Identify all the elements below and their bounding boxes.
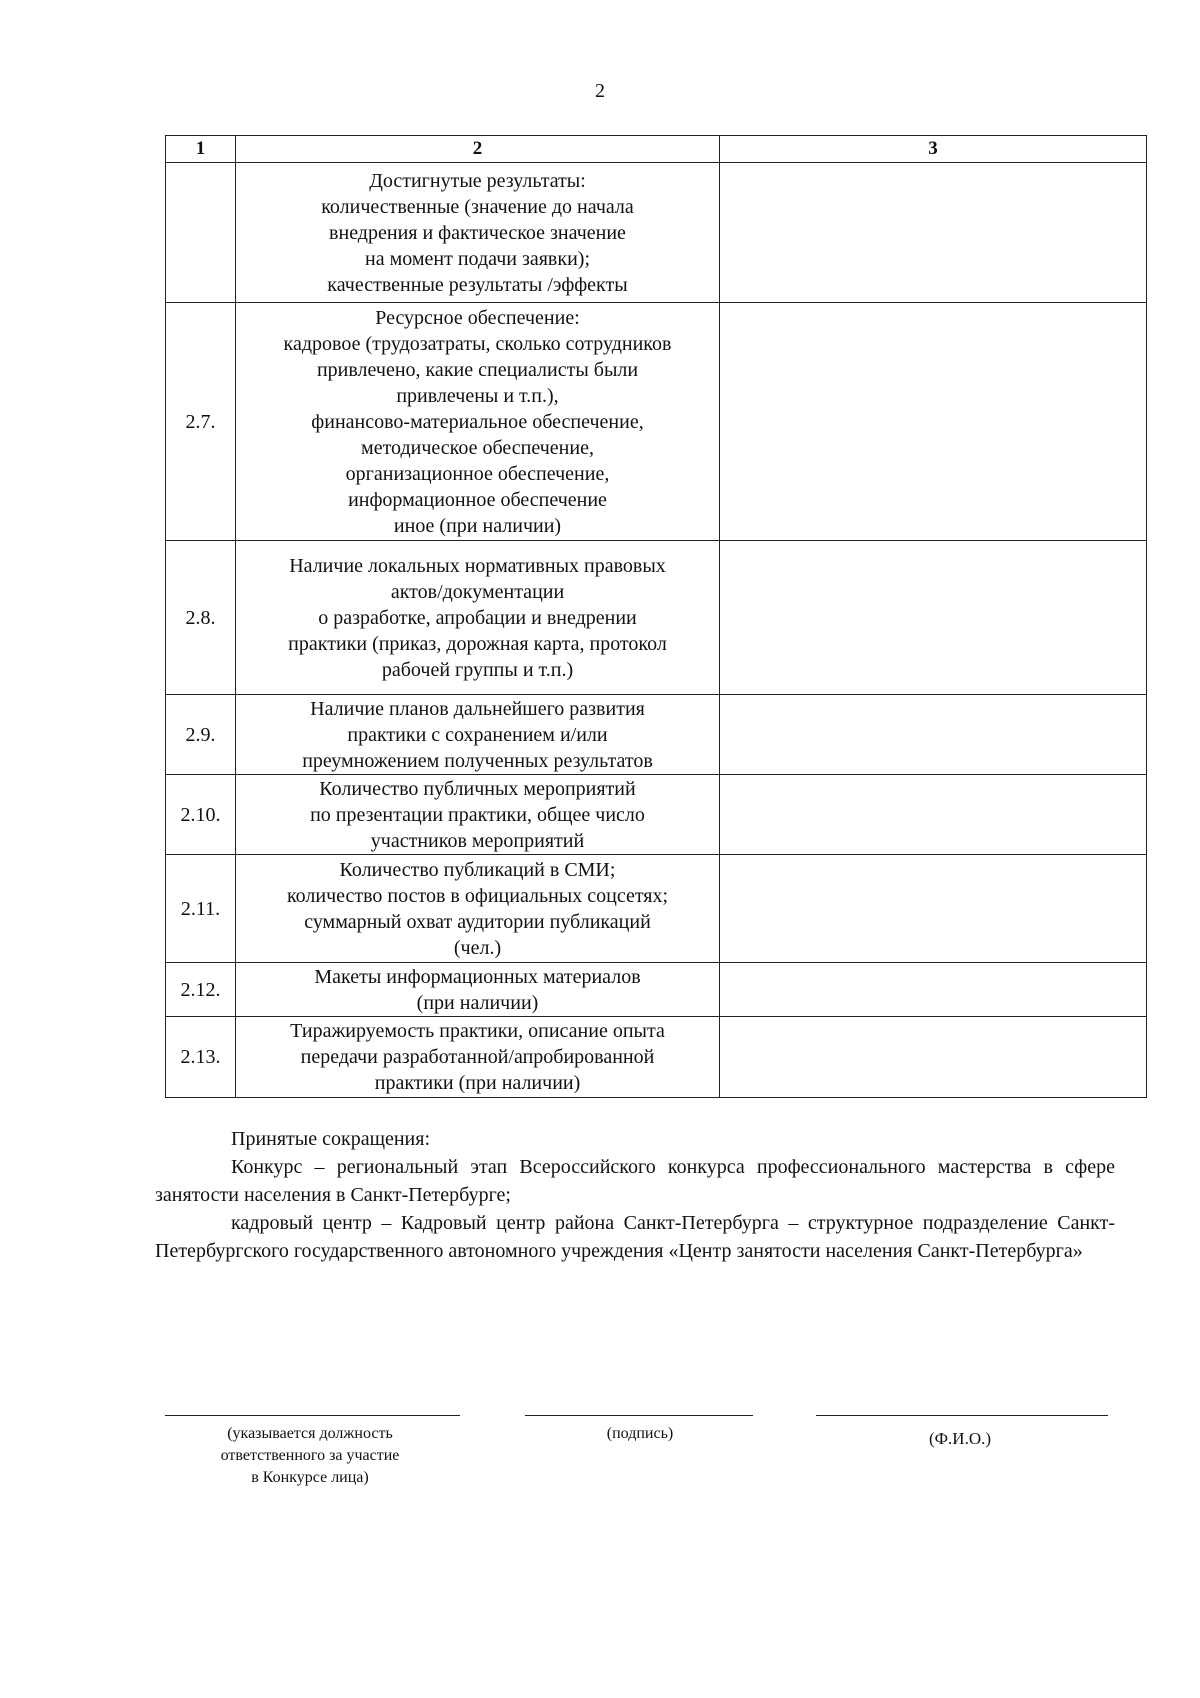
row-description: Количество публикаций в СМИ; количество постов в официальных соцсетях; суммарный охват аудитории публикаций (чел.) [236, 855, 720, 963]
row-number: 2.8. [166, 541, 236, 695]
abbreviation-contest: Конкурс – региональный этап Всероссийского конкурса профессионального мастерства в сфере занятости населения в Санкт-Петербурге; [155, 1156, 1115, 1206]
abbreviations-heading: Принятые сокращения: [231, 1128, 431, 1150]
position-signature-line [165, 1415, 460, 1416]
position-caption: (указывается должность ответственного за участие в Конкурсе лица) [220, 1425, 400, 1486]
table-row [166, 695, 1147, 775]
column-header-1: 1 [166, 136, 236, 163]
row-value-cell[interactable] [720, 163, 1147, 303]
row-description: Тиражируемость практики, описание опыта передачи разработанной/апробированной практики (при наличии) [236, 1017, 720, 1098]
signature-caption: (подпись) [606, 1425, 674, 1442]
table-header-row [166, 136, 1147, 163]
table-row [166, 855, 1147, 963]
abbreviation-personnel-center: кадровый центр – Кадровый центр района Санкт-Петербурга – структурное подразделение Санкт-Петербургского государственного автономного учреждения «Центр занятости населения Санкт-Петербурга» [155, 1212, 1115, 1262]
row-number: 2.13. [166, 1017, 236, 1098]
row-value-cell[interactable] [720, 695, 1147, 775]
row-value-cell[interactable] [720, 541, 1147, 695]
row-description: Наличие локальных нормативных правовых актов/документации о разработке, апробации и внедрении практики (приказ, дорожная карта, протокол рабочей группы и т.п.) [236, 541, 720, 695]
name-signature-line [816, 1415, 1108, 1416]
table-row [166, 163, 1147, 303]
row-number: 2.12. [166, 963, 236, 1017]
signature-line [525, 1415, 753, 1416]
column-header-2: 2 [236, 136, 720, 163]
row-description: Наличие планов дальнейшего развития практики с сохранением и/или преумножением полученных результатов [236, 695, 720, 775]
row-description: Макеты информационных материалов (при наличии) [236, 963, 720, 1017]
row-value-cell[interactable] [720, 1017, 1147, 1098]
page-number: 2 [595, 80, 605, 102]
results-table [165, 135, 1147, 1098]
row-description: Достигнутые результаты: количественные (значение до начала внедрения и фактическое значение на момент подачи заявки); качественные результаты /эффекты [236, 163, 720, 303]
row-value-cell[interactable] [720, 963, 1147, 1017]
row-number: 2.11. [166, 855, 236, 963]
table-row [166, 775, 1147, 855]
name-caption: (Ф.И.О.) [928, 1429, 992, 1448]
row-description: Количество публичных мероприятий по презентации практики, общее число участников мероприятий [236, 775, 720, 855]
table-row [166, 303, 1147, 541]
abbreviations-section [155, 1125, 1115, 1265]
row-description: Ресурсное обеспечение: кадровое (трудозатраты, сколько сотрудников привлечено, какие специалисты были привлечены и т.п.), финансово-материальное обеспечение, методическое обеспечение, организационное обеспечение, информационное обеспечение иное (при наличии) [236, 303, 720, 541]
row-value-cell[interactable] [720, 303, 1147, 541]
row-value-cell[interactable] [720, 855, 1147, 963]
table-row [166, 541, 1147, 695]
table-row [166, 963, 1147, 1017]
row-value-cell[interactable] [720, 775, 1147, 855]
row-number: 2.7. [166, 303, 236, 541]
table-row [166, 1017, 1147, 1098]
row-number: 2.9. [166, 695, 236, 775]
column-header-3: 3 [720, 136, 1147, 163]
row-number [166, 163, 236, 303]
row-number: 2.10. [166, 775, 236, 855]
